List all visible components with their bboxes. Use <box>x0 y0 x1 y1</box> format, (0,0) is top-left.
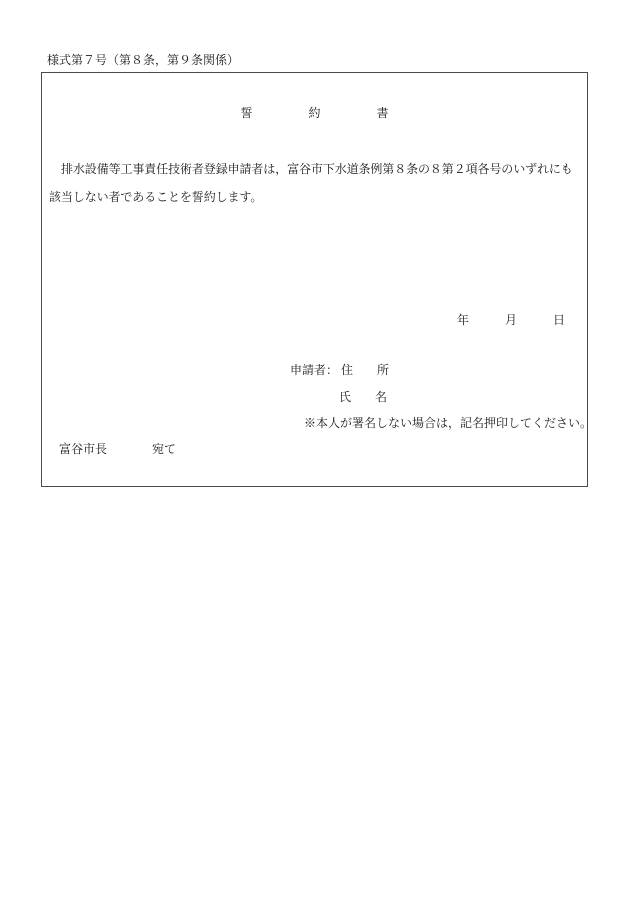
applicant-role-label: 申請者： <box>290 363 339 377</box>
signature-note: ※本人が署名しない場合は，記名押印してください。 <box>304 416 593 430</box>
day-label: 日 <box>553 313 566 327</box>
document-title <box>42 105 587 121</box>
applicant-address-row <box>290 362 389 378</box>
date-field <box>457 312 565 328</box>
name-label: 氏 名 <box>339 390 388 404</box>
title-char-3: 書 <box>376 106 389 120</box>
address-label: 住 所 <box>341 363 390 377</box>
title-char-2: 約 <box>308 106 321 120</box>
applicant-name-row <box>339 389 387 405</box>
form-number-label: 様式第７号（第８条，第９条関係） <box>47 53 240 67</box>
addressee-mayor: 富谷市長 <box>59 442 108 456</box>
year-label: 年 <box>457 313 470 327</box>
addressee-to: 宛て <box>152 442 177 456</box>
addressee-line <box>59 441 176 457</box>
pledge-form-frame <box>41 72 593 487</box>
pledge-body-text: 排水設備等工事責任技術者登録申請者は，富谷市下水道条例第８条の８第２項各号のいずれにも該当しない者であることを誓約します。 <box>49 162 573 204</box>
title-char-1: 誓 <box>240 106 253 120</box>
month-label: 月 <box>505 313 518 327</box>
